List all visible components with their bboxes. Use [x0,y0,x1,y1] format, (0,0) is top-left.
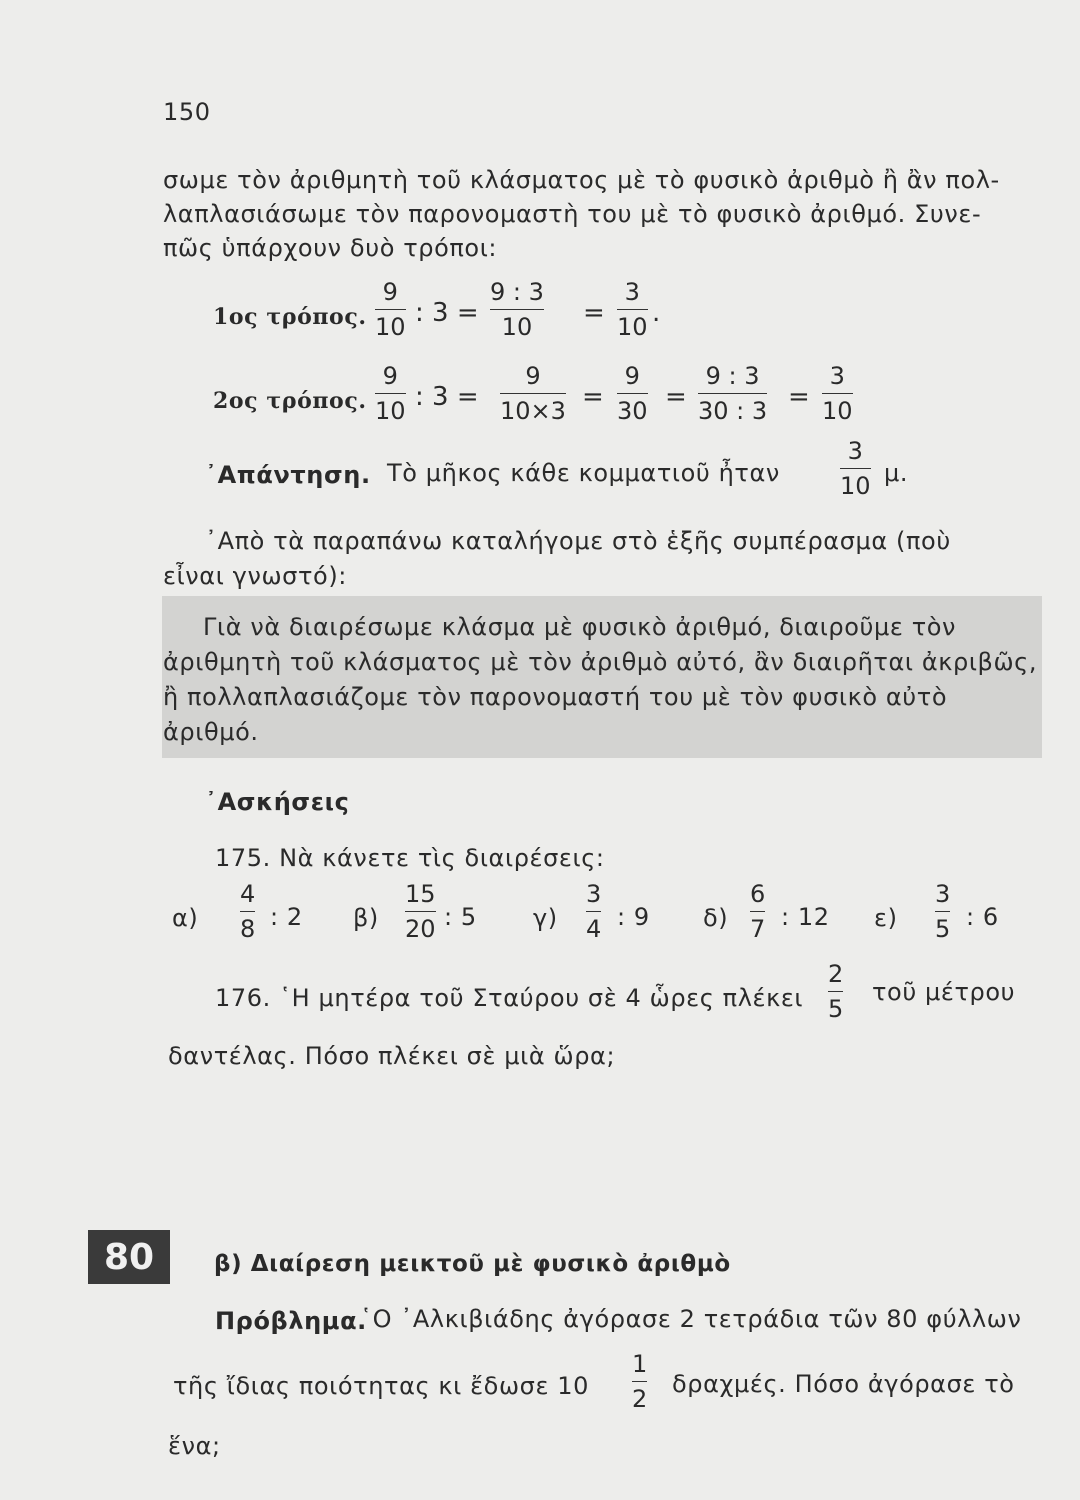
answer-unit: μ. [884,459,909,487]
answer-label: ᾿Απάντηση. [205,461,371,489]
ex175-b-fraction: 15 20 [405,880,436,943]
rule-line-1: Γιὰ νὰ διαιρέσωμε κλάσμα μὲ φυσικὸ ἀριθμό, διαιροῦμε τὸν [203,613,957,641]
ex176-fraction: 2 5 [828,960,844,1023]
ex175-e-fraction: 3 5 [935,880,951,943]
rule-line-3: ἢ πολλαπλασιάζομε τὸν παρονομαστή του μὲ τὸν φυσικὸ αὐτὸ [163,683,948,711]
ex175-a-label: α) [172,904,199,932]
way1-fraction-2: 9 : 3 10 [490,278,544,341]
problem-fraction: 1 2 [632,1350,648,1413]
way2-fraction-3: 9 30 [617,362,648,425]
intro-line-3: πῶς ὑπάρχουν δυὸ τρόποι: [163,234,498,262]
exercises-heading: ᾿Ασκήσεις [205,788,350,816]
ex175-e-label: ε) [874,904,898,932]
way2-eq-3: = [788,382,810,412]
way1-fraction-1: 9 10 [375,278,406,341]
ex175-a-fraction: 4 8 [240,880,256,943]
way2-fraction-2: 9 10×3 [500,362,566,425]
intro-line-1: σωμε τὸν ἀριθμητὴ τοῦ κλάσματος μὲ τὸ φυσικὸ ἀριθμὸ ἢ ἂν πολ- [163,166,1000,194]
rule-line-2: ἀριθμητὴ τοῦ κλάσματος μὲ τὸν ἀριθμὸ αὐτό, ἂν διαιρῆται ἀκριβῶς, [163,648,1038,676]
ex175-b-div: : 5 [444,903,477,931]
way2-op: : 3 = [415,382,479,412]
ex175-d-div: : 12 [781,903,830,931]
way1-fraction-3: 3 10 [617,278,648,341]
ex175-c-fraction: 3 4 [586,880,602,943]
way2-fraction-5: 3 10 [822,362,853,425]
way1-eq: = [583,298,605,328]
ex175-c-label: γ) [533,904,558,932]
conclusion-line-1: ᾿Απὸ τὰ παραπάνω καταλήγομε στὸ ἑξῆς συμπέρασμα (ποὺ [205,527,951,555]
problem-line-2a: τῆς ἴδιας ποιότητας κι ἔδωσε 10 [173,1372,590,1400]
intro-line-2: λαπλασιάσωμε τὸν παρονομαστὴ του μὲ τὸ φυσικὸ ἀριθμό. Συνε- [163,200,982,228]
ex175-d-label: δ) [703,904,729,932]
exercise-176-line-2: δαντέλας. Πόσο πλέκει σὲ μιὰ ὥρα; [168,1042,616,1070]
ex175-c-div: : 9 [617,903,650,931]
way1-op: : 3 = [415,298,479,328]
exercise-175-text: 175. Νὰ κάνετε τὶς διαιρέσεις: [215,844,605,872]
ex175-e-div: : 6 [966,903,999,931]
section-title: β) Διαίρεση μεικτοῦ μὲ φυσικὸ ἀριθμὸ [214,1251,731,1277]
problem-line-1: ῾Ο ᾿Αλκιβιάδης ἀγόρασε 2 τετράδια τῶν 80 φύλλων [360,1305,1022,1333]
way1-end: . [652,298,661,328]
way2-fraction-1: 9 10 [375,362,406,425]
problem-line-2b: δραχμές. Πόσο ἀγόρασε τὸ [672,1370,1015,1398]
problem-label: Πρόβλημα. [215,1307,367,1335]
answer-text: Τὸ μῆκος κάθε κομματιοῦ ἦταν [387,459,780,487]
conclusion-line-2: εἶναι γνωστό): [163,562,347,590]
way2-eq-1: = [582,382,604,412]
ex175-a-div: : 2 [270,903,303,931]
section-number-badge: 80 [88,1230,170,1284]
exercise-176-text: 176. ῾Η μητέρα τοῦ Σταύρου σὲ 4 ὧρες πλέκει [215,984,804,1012]
exercise-176-after: τοῦ μέτρου [872,978,1016,1006]
way2-fraction-4: 9 : 3 30 : 3 [698,362,768,425]
page-number: 150 [163,98,211,126]
way2-eq-2: = [665,382,687,412]
problem-line-3: ἕνα; [168,1432,221,1460]
way1-label: 1ος τρόπος. [213,304,367,330]
way2-label: 2ος τρόπος. [213,388,367,414]
ex175-d-fraction: 6 7 [750,880,766,943]
answer-fraction: 3 10 [840,437,871,500]
rule-line-4: ἀριθμό. [163,718,259,746]
ex175-b-label: β) [353,904,379,932]
